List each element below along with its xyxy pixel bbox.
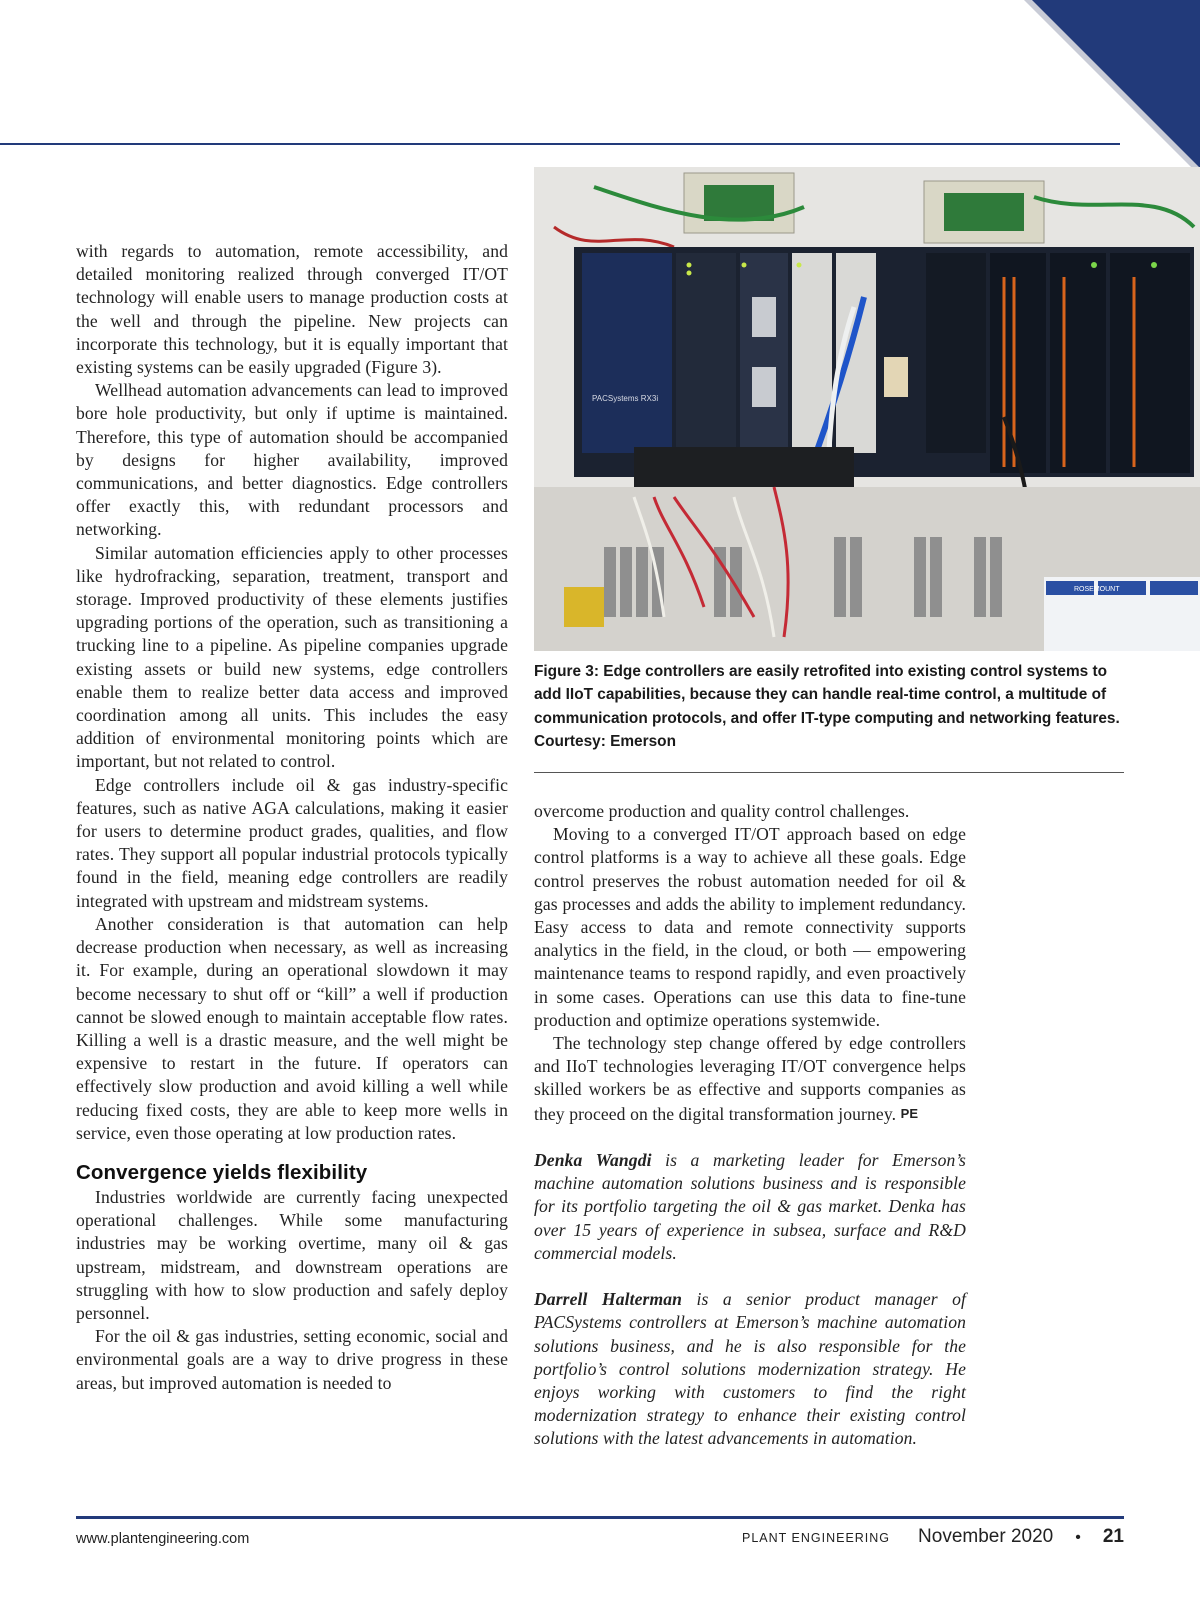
rosemount-label: ROSEMOUNT <box>1074 586 1120 593</box>
right-column <box>534 800 966 1451</box>
paragraph: overcome production and quality control challenges. <box>534 801 910 821</box>
left-column <box>76 240 508 1395</box>
header-rule <box>0 143 1120 145</box>
author-bio <box>534 1288 966 1450</box>
paragraph: with regards to automation, remote accessibility, and detailed monitoring realized through converged IT/OT technology will enable users to manage production costs at the well and through the pipeline. New projects can incorporate this technology, but it is equally important that existing systems can be easily upgraded (Figure 3). <box>76 241 508 378</box>
paragraph: For the oil & gas industries, setting economic, social and environmental goals are a way to drive progress in these areas, but improved automation is needed to <box>76 1326 508 1393</box>
paragraph-text: The technology step change offered by edge controllers and IIoT technologies leveraging IT/OT convergence helps skilled workers be as effective and supports companies as they proceed on the digital transformation journey. <box>534 1033 966 1124</box>
paragraph: Another consideration is that automation can help decrease production when necessary, as well as increasing it. For example, during an operational slowdown it may become necessary to shut off or “kill” a well if production cannot be slowed enough to maintain acceptable flow rates. Killing a well is a drastic measure, and the well might be expensive to restart in the future. If operators can effectively slow production and avoid killing a well while reducing fixed costs, they are able to keep more wells in service, even those operating at low production rates. <box>76 913 508 1143</box>
issue-date: November 2020 <box>918 1526 1054 1547</box>
author-bio-text: is a marketing leader for Emerson’s machine automation solutions business and is responsible for its portfolio targeting the oil & gas market. Denka has over 15 years of experience in subsea, surface and R&D commercial models. <box>534 1150 966 1263</box>
paragraph: Wellhead automation advancements can lead to improved bore hole productivity, but only if uptime is maintained. Therefore, this type of automation should be accompanied by designs for higher availability, improved communications, and better diagnostics. Edge controllers offer exactly this, with redundant processors and networking. <box>76 380 508 540</box>
author-name: Denka Wangdi <box>534 1150 652 1171</box>
caption-rule <box>534 772 1124 773</box>
footer-rule <box>76 1516 1124 1519</box>
separator-bullet: • <box>1075 1529 1081 1546</box>
figure-photo <box>534 167 1200 651</box>
page-number: 21 <box>1102 1526 1124 1547</box>
footer-info <box>742 1526 1124 1548</box>
figure-caption: Figure 3: Edge controllers are easily retrofited into existing control systems to add IIoT capabilities, because they can handle real-time control, a multitude of communication protocols, and offer IT-type computing and networking features. Courtesy: Emerson <box>534 663 1120 751</box>
section-heading: Convergence yields flexibility <box>76 1160 368 1184</box>
rack-brand-label: PACSystems RX3i <box>592 394 659 403</box>
paragraph: Similar automation efficiencies apply to other processes like hydrofracking, separation, treatment, transport and storage. Improved productivity of these elements justifies upgrading portions of the operation, such as transitioning a trucking line to a pipeline. As pipeline companies upgrade existing assets or build new systems, edge controllers enable them to realize better data access and improved coordination among all units. This includes the easy addition of environmental monitoring points which are important, but not related to control. <box>76 542 508 772</box>
author-bio-text: is a senior product manager of PACSystems controllers at Emerson’s machine automation solutions business, and he is also responsible for the portfolio’s control solutions modernization strategy. He enjoys working with customers to find the right modernization strategy to enhance their existing control solutions with the latest advancements in automation. <box>534 1289 966 1449</box>
footer-url-link[interactable]: www.plantengineering.com <box>76 1531 250 1547</box>
paragraph: Edge controllers include oil & gas industry-specific features, such as native AGA calculations, making it easier for users to determine product grades, qualities, and flow rates. They support all popular industrial protocols typically found in the field, meaning edge controllers are readily integrated with upstream and midstream systems. <box>76 774 508 911</box>
paragraph: Moving to a converged IT/OT approach based on edge control platforms is a way to achieve all these goals. Edge control preserves the robust automation needed for oil & gas processes and adds the ability to implement redundancy. Easy access to data and remote connectivity supports analytics in the field, in the cloud, or both — empowering maintenance teams to respond rapidly, and even proactively in some cases. Operations can use this data to fine-tune production and optimize operations systemwide. <box>534 824 966 1030</box>
end-mark-icon: PE <box>900 1105 919 1121</box>
paragraph <box>534 1032 966 1126</box>
magazine-name: PLANT ENGINEERING <box>741 1531 891 1545</box>
paragraph: Industries worldwide are currently facing unexpected operational challenges. While some manufacturing industries may be working overtime, many oil & gas upstream, midstream, and downstream operations are struggling with how to slow production and safely deploy personnel. <box>76 1186 508 1323</box>
author-name: Darrell Halterman <box>534 1289 683 1310</box>
author-bio <box>534 1149 966 1265</box>
